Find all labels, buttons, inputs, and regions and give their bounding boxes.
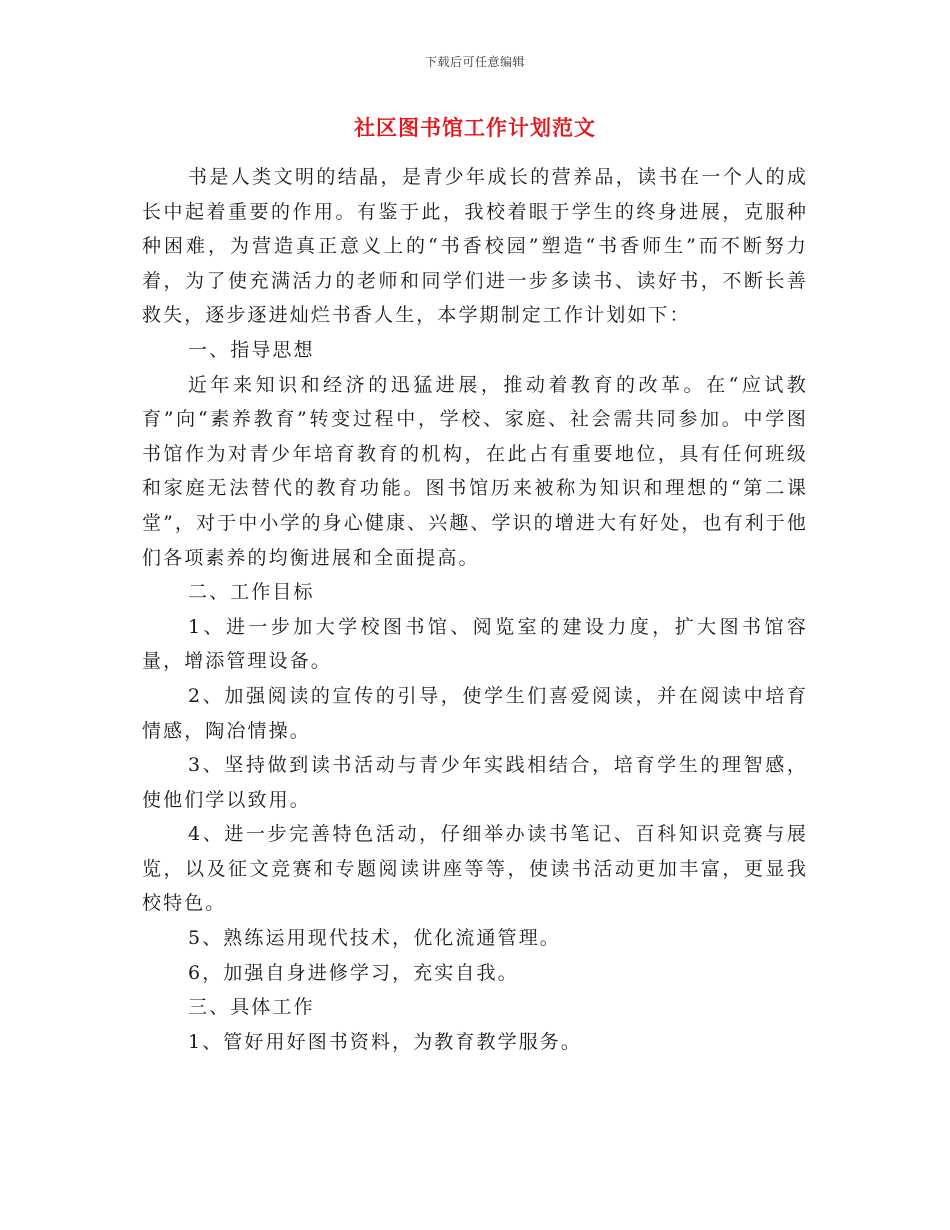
goal-item-6: 6，加强自身进修学习，充实自我。	[188, 961, 519, 984]
header-note: 下载后可任意编辑	[424, 55, 525, 69]
section-heading-work-goals: 二、工作目标	[188, 581, 315, 604]
section-heading-guiding-thought: 一、指导思想	[188, 338, 315, 361]
section-heading-specific-work: 三、具体工作	[188, 996, 315, 1019]
specific-work-item-1: 1、管好用好图书资料，为教育教学服务。	[188, 1030, 582, 1053]
goal-item-4: 4、进一步完善特色活动，仔细举办读书笔记、百科知识竞赛与展览，以及征文竞赛和专题阅读讲座等等，使读书活动更加丰富，更显我校特色。	[142, 823, 808, 915]
goal-item-3: 3、坚持做到读书活动与青少年实践相结合，培育学生的理智感，使他们学以致用。	[142, 754, 808, 811]
goal-item-2: 2、加强阅读的宣传的引导，使学生们喜爱阅读，并在阅读中培育情感，陶冶情操。	[142, 684, 808, 742]
intro-paragraph: 书是人类文明的结晶，是青少年成长的营养品，读书在一个人的成长中起着重要的作用。有鉴于此，我校着眼于学生的终身进展，克服种种困难，为营造真正意义上的“书香校园”塑造“书香师生”而不断努力着，为了使充满活力的老师和同学们进一步多读书、读好书，不断长善救失，逐步逐进灿烂书香人生，本学期制定工作计划如下：	[142, 166, 808, 327]
goal-item-5: 5、熟练运用现代技术，优化流通管理。	[188, 927, 561, 950]
document-body	[142, 160, 808, 1059]
goal-item-1: 1、进一步加大学校图书馆、阅览室的建设力度，扩大图书馆容量，增添管理设备。	[142, 615, 808, 673]
guiding-thought-paragraph: 近年来知识和经济的迅猛进展，推动着教育的改革。在“应试教育”向“素养教育”转变过程中，学校、家庭、社会需共同参加。中学图书馆作为对青少年培育教育的机构，在此占有重要地位，具有任何班级和家庭无法替代的教育功能。图书馆历来被称为知识和理想的“第二课堂”，对于中小学的身心健康、兴趣、学识的增进大有好处，也有利于他们各项素养的均衡进展和全面提高。	[142, 373, 808, 569]
document-title: 社区图书馆工作计划范文	[354, 115, 596, 140]
